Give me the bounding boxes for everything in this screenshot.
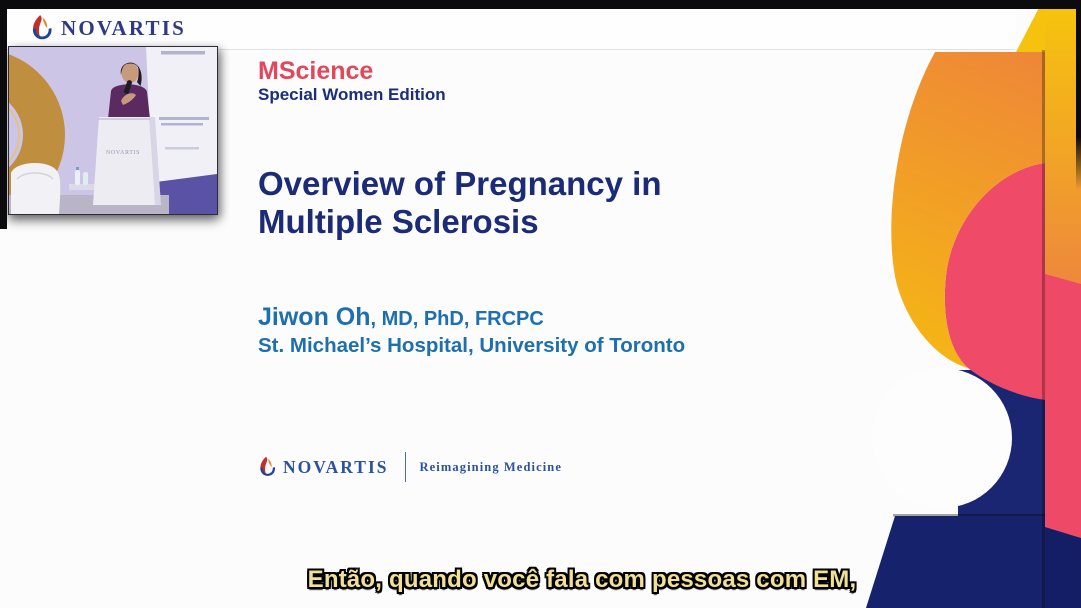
slide-title-line2: Multiple Sclerosis xyxy=(258,203,539,240)
novartis-wordmark-footer: NOVARTIS xyxy=(283,456,389,477)
presenter-credentials: , MD, PhD, FRCPC xyxy=(370,308,544,330)
novartis-logo-top xyxy=(30,13,186,43)
presenter-line xyxy=(258,303,544,332)
speaker-video-thumbnail xyxy=(8,46,218,215)
speaker-head xyxy=(122,63,139,83)
presenter-affiliation: St. Michael’s Hospital, University of Toronto xyxy=(258,334,686,357)
artwork-navy-diagonal xyxy=(866,516,1045,608)
logo-divider xyxy=(405,452,406,482)
novartis-flame-icon xyxy=(258,455,277,479)
artwork-white-circle xyxy=(872,368,1012,508)
presenter-name: Jiwon Oh xyxy=(258,303,371,331)
program-edition: Special Women Edition xyxy=(258,85,446,104)
slide-edge-shadow xyxy=(1042,50,1045,608)
novartis-logo-footer xyxy=(258,452,562,482)
program-title: MScience xyxy=(258,57,374,85)
novartis-tagline: Reimagining Medicine xyxy=(419,459,562,474)
slide-title xyxy=(258,165,661,241)
artwork-strip-pink xyxy=(1045,274,1081,538)
podium-front xyxy=(93,117,155,205)
novartis-flame-icon xyxy=(30,13,54,43)
letterbox-right xyxy=(1076,0,1081,190)
header-band xyxy=(0,9,1016,49)
letterbox-left xyxy=(0,0,7,229)
artwork-strip-navy xyxy=(1045,527,1081,608)
caption-text: Então, quando você fala com pessoas com EM, xyxy=(307,566,857,593)
slide-title-line1: Overview of Pregnancy in xyxy=(258,165,662,202)
letterbox-top xyxy=(0,0,1081,9)
podium-brand-text: NOVARTIS xyxy=(106,150,141,156)
novartis-wordmark-top: NOVARTIS xyxy=(61,15,187,40)
armchair xyxy=(11,163,60,214)
